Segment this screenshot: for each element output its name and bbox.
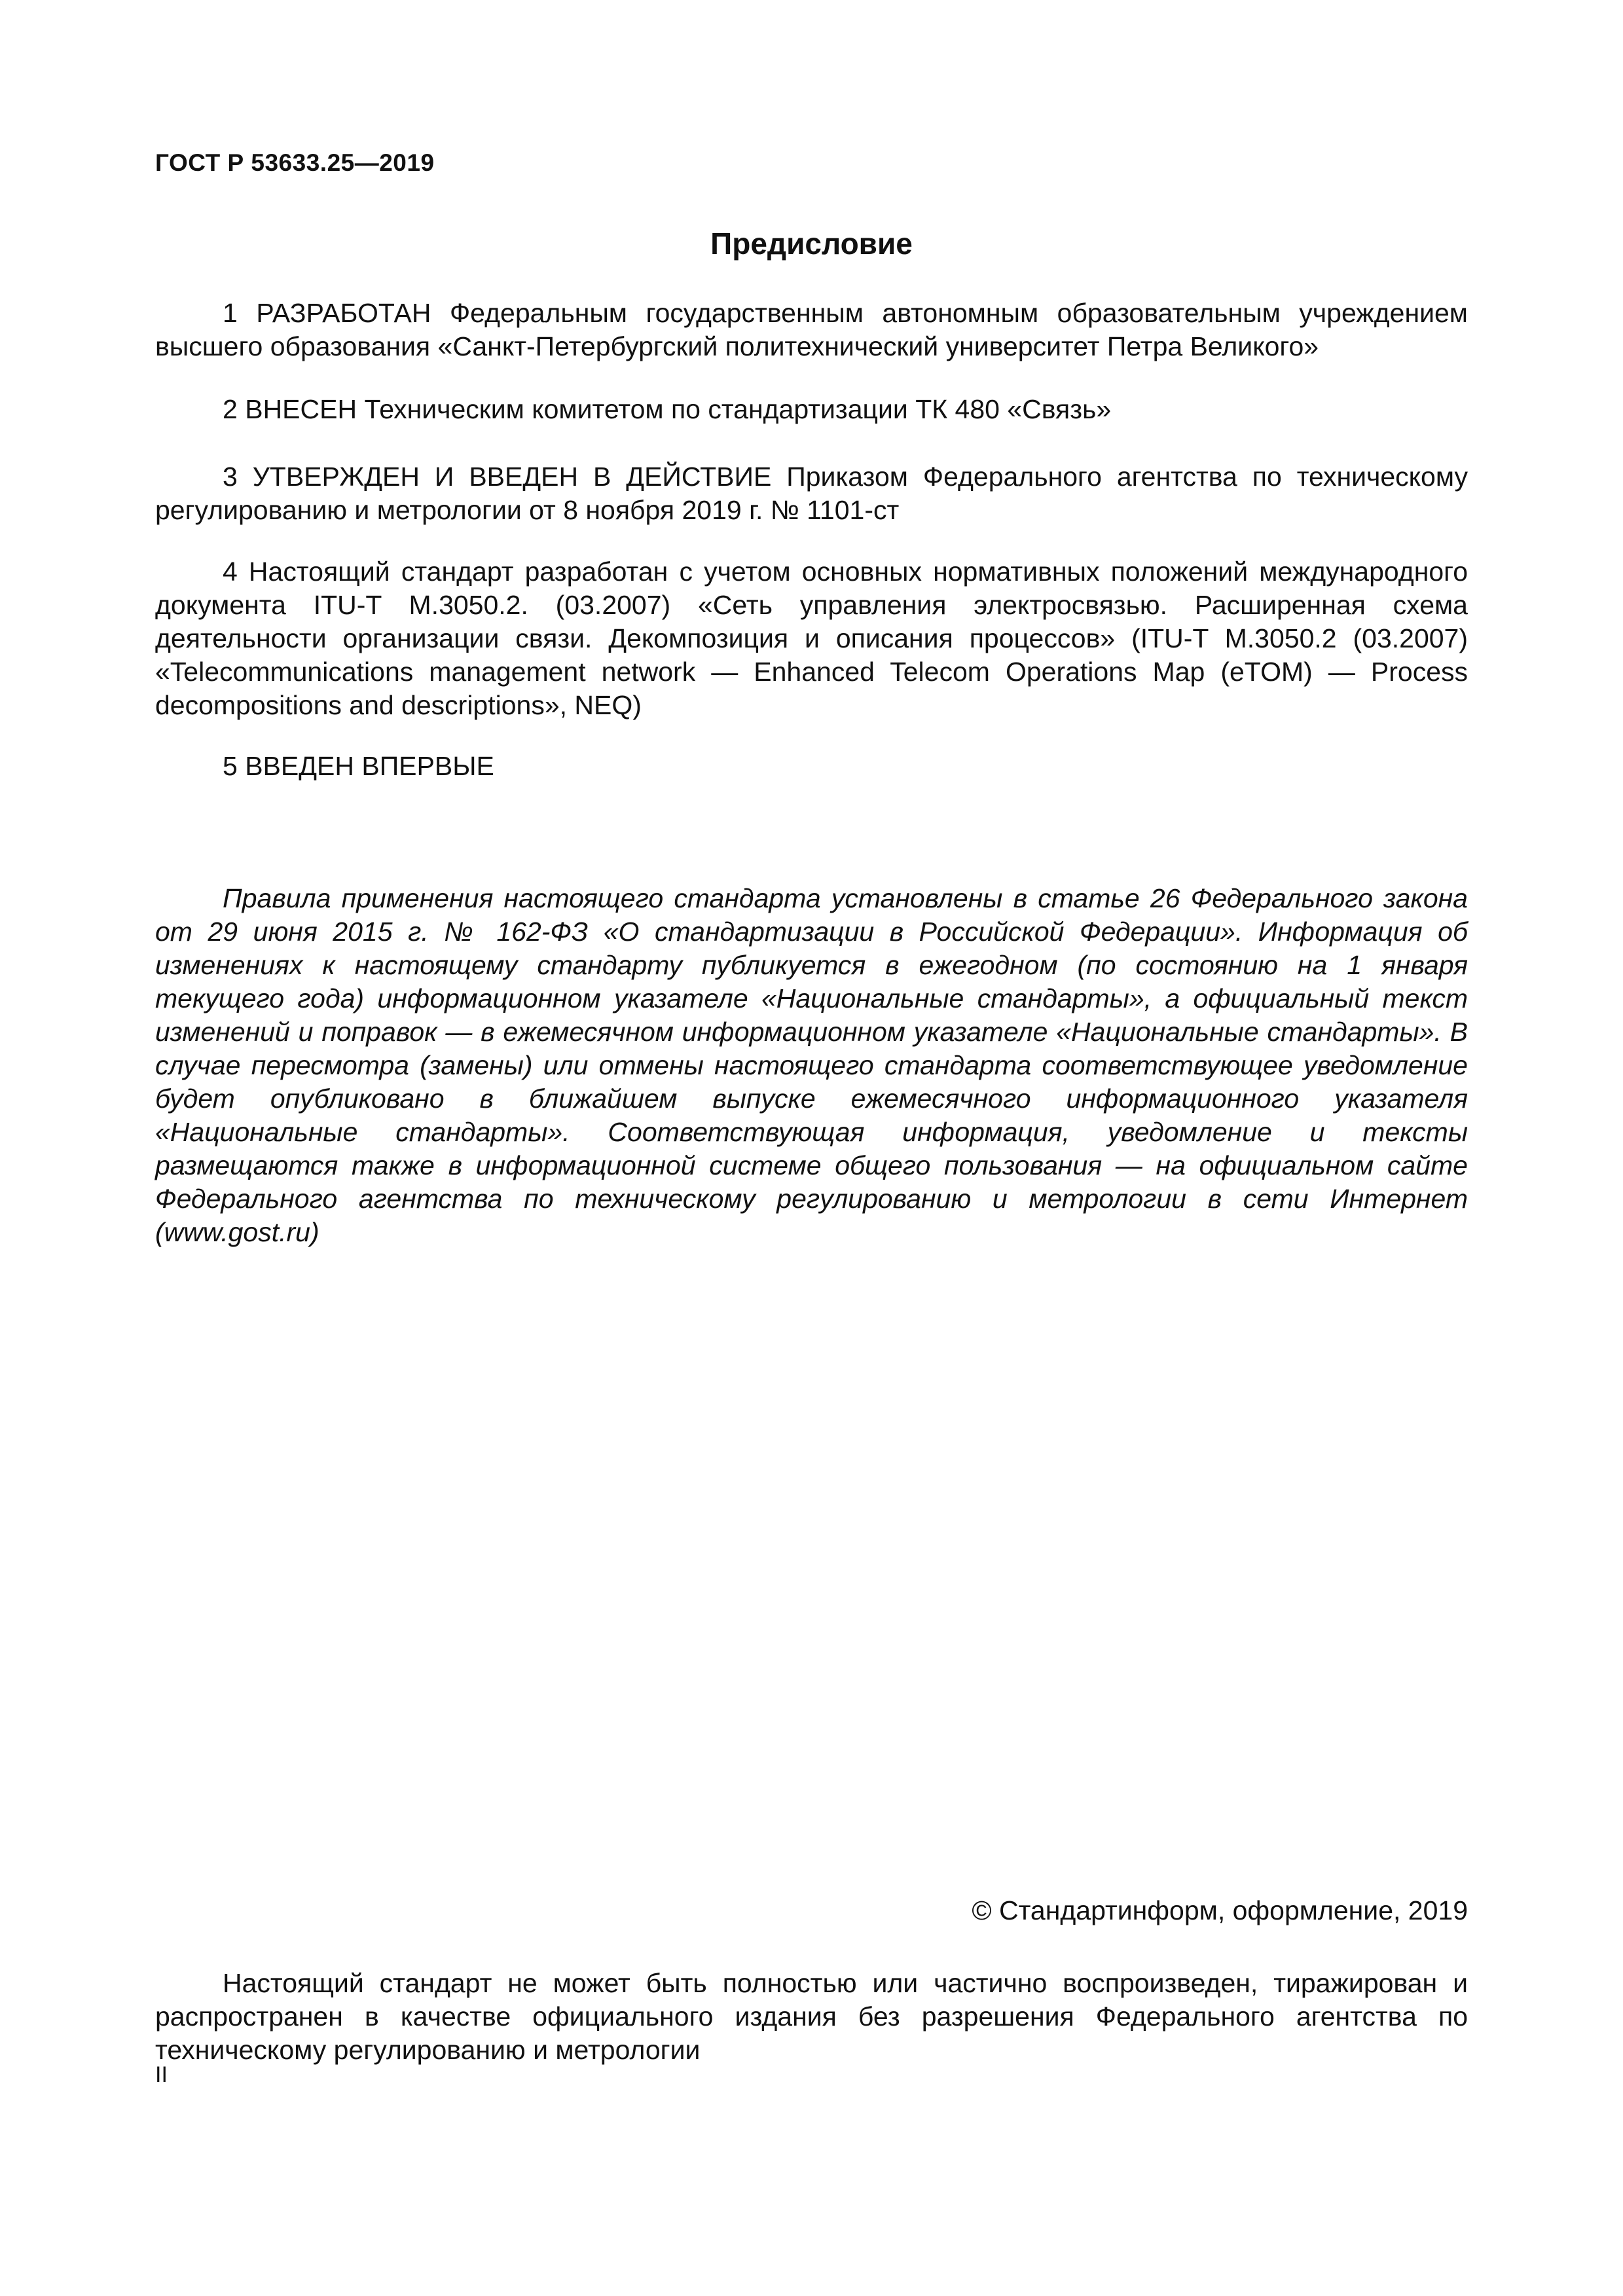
paragraph-text: 1 РАЗРАБОТАН Федеральным государственным автономным образовательным учреждением высшего образования «Санкт-Петербургский политехнический университет Петра Великого» [155, 298, 1468, 361]
page-number: II [155, 2062, 168, 2087]
reproduction-notice [155, 1967, 1468, 2067]
paragraph-text: 5 ВВЕДЕН ВПЕРВЫЕ [223, 751, 494, 781]
paragraph-text: 3 УТВЕРЖДЕН И ВВЕДЕН В ДЕЙСТВИЕ Приказом Федерального агентства по техническому регулированию и метрологии от 8 ноября 2019 г. № 1101-ст [155, 462, 1468, 525]
notice-text: Правила применения настоящего стандарта установлены в статье 26 Федерального закона от 29 июня 2015 г. № 162-ФЗ «О стандартизации в Российской Федерации». Информация об изменениях к настоящему стандарту публикуется в ежегодном (по состоянию на 1 января текущего года) информационном указателе «Национальные стандарты», а официальный текст изменений и поправок — в ежемесячном информационном указателе «Национальные стандарты». В случае пересмотра (замены) или отмены настоящего стандарта соответствующее уведомление будет опубликовано в ближайшем выпуске ежемесячного информационного указателя «Национальные стандарты». Соответствующая информация, уведомление и тексты размещаются также в информационной системе общего пользования — на официальном сайте Федерального агентства по техническому регулированию и метрологии в сети Интернет (www.gost.ru) [155, 883, 1468, 1247]
section-title: Предисловие [710, 227, 913, 261]
reproduction-text: Настоящий стандарт не может быть полностью или частично воспроизведен, тиражирован и распространен в качестве официального издания без разрешения Федерального агентства по техническому регулированию и метрологии [155, 1968, 1468, 2065]
copyright-line: © Стандартинформ, оформление, 2019 [972, 1895, 1468, 1925]
application-rules-notice [155, 882, 1468, 1249]
paragraph-basis [155, 555, 1468, 722]
paragraph-text: 2 ВНЕСЕН Техническим комитетом по стандартизации ТК 480 «Связь» [223, 394, 1112, 424]
paragraph-text: 4 Настоящий стандарт разработан с учетом основных нормативных положений международного документа ITU-T M.3050.2. (03.2007) «Сеть управления электросвязью. Расширенная схема деятельности организации связи. Декомпозиция и описания процессов» (ITU-T M.3050.2 (03.2007) «Telecommunications management network — Enhanced Telecom Operations Map (eTOM) — Process decompositions and descriptions», NEQ) [155, 556, 1468, 720]
paragraph-first-introduced [155, 750, 1468, 783]
paragraph-developed-by [155, 297, 1468, 363]
paragraph-approved [155, 460, 1468, 527]
paragraph-introduced-by [155, 393, 1468, 426]
standard-code: ГОСТ Р 53633.25—2019 [155, 149, 435, 176]
